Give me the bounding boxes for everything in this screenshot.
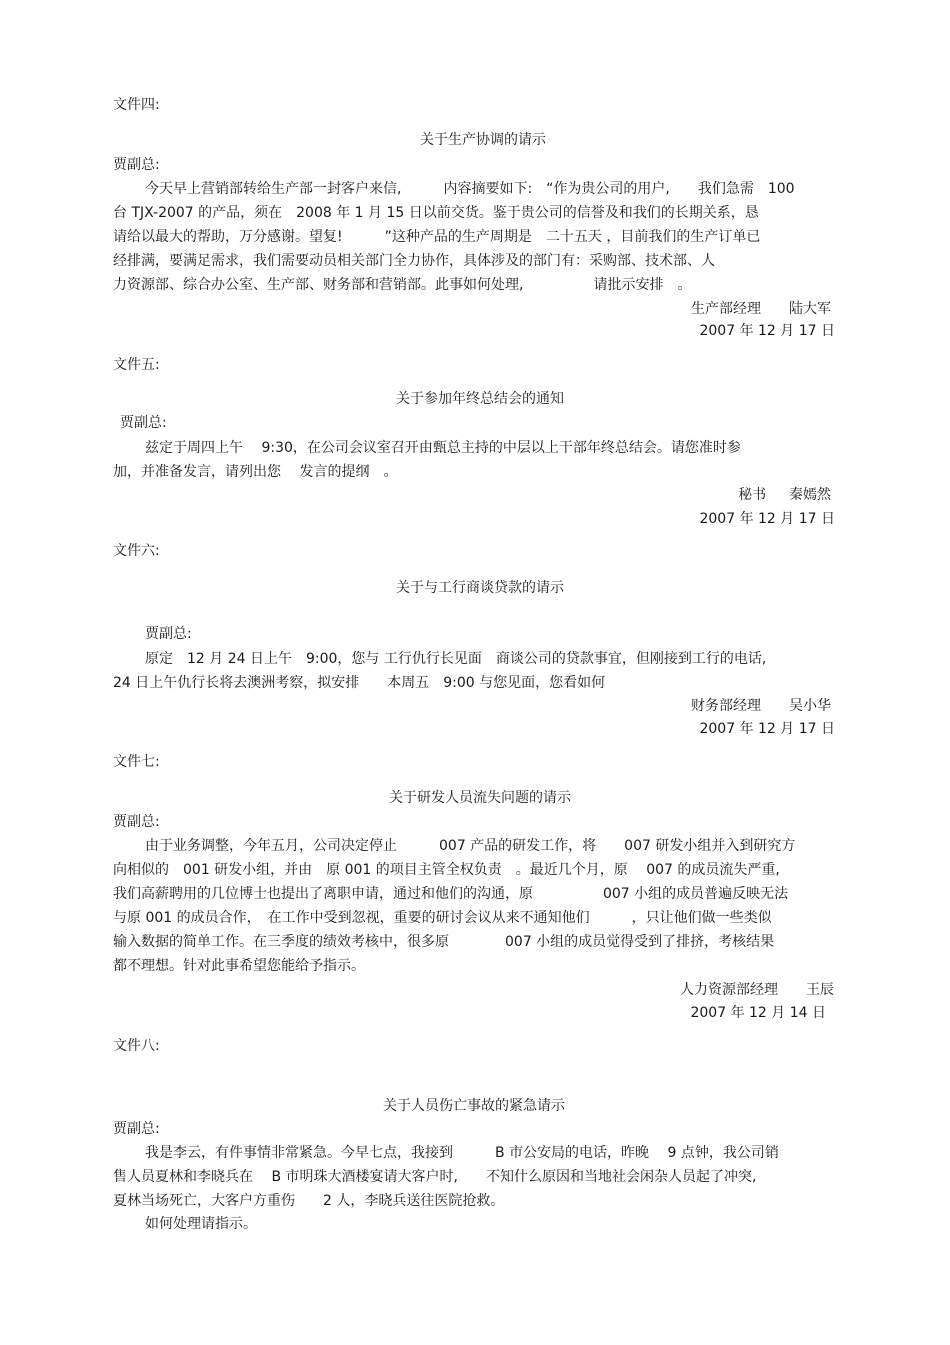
doc7-salutation: 贾副总: bbox=[113, 814, 160, 830]
doc4-line-5: 力资源部、综合办公室、生产部、财务部和营销部。此事如何处理, 请批示安排 。 bbox=[113, 277, 692, 293]
doc4-signature: 生产部经理 陆大军 bbox=[691, 301, 831, 317]
doc5-signature: 秘书 秦嫣然 bbox=[738, 487, 831, 503]
doc6-salutation: 贾副总: bbox=[145, 626, 192, 642]
doc8-line-1: 我是李云，有件事情非常紧急。今早七点，我接到 B 市公安局的电话，昨晚 9 点钟，我公司销 bbox=[145, 1145, 779, 1161]
doc4-salutation: 贾副总: bbox=[113, 157, 160, 173]
doc4-line-3: 请给以最大的帮助，万分感谢。望复! ”这种产品的生产周期是 二十五天 ，目前我们的生产订单已 bbox=[113, 229, 761, 245]
doc7-line-3: 我们高薪聘用的几位博士也提出了离职申请，通过和他们的沟通，原 007 小组的成员普遍反映无法 bbox=[113, 886, 789, 902]
doc4-line-1: 今天早上营销部转给生产部一封客户来信, 内容摘要如下: “作为贵公司的用户, 我们急需 100 bbox=[145, 181, 795, 197]
doc7-line-2: 向相似的 001 研发小组，并由 原 001 的项目主管全权负责 。最近几个月，原 007 的成员流失严重, bbox=[113, 862, 780, 878]
doc7-signature: 人力资源部经理 王辰 bbox=[680, 982, 834, 998]
doc6-line-1: 原定 12 月 24 日上午 9:00，您与 工行仇行长见面 商谈公司的贷款事宜，但刚接到工行的电话, bbox=[145, 651, 767, 667]
doc5-title: 关于参加年终总结会的通知 bbox=[396, 391, 564, 407]
doc5-line-1: 兹定于周四上午 9:30，在公司会议室召开由甄总主持的中层以上干部年终总结会。请您准时参 bbox=[145, 440, 741, 456]
doc6-date: 2007 年 12 月 17 日 bbox=[699, 721, 835, 737]
doc6-line-2: 24 日上午仇行长将去澳洲考察，拟安排 本周五 9:00 与您见面，您看如何 bbox=[113, 675, 606, 691]
doc8-line-2: 售人员夏林和李晓兵在 B 市明珠大酒楼宴请大客户时, 不知什么原因和当地社会闲杂人员起了冲突, bbox=[113, 1169, 757, 1185]
doc7-title: 关于研发人员流失问题的请示 bbox=[389, 790, 571, 806]
doc7-line-6: 都不理想。针对此事希望您能给予指示。 bbox=[113, 958, 365, 974]
doc6-header: 文件六: bbox=[113, 543, 160, 559]
doc8-salutation: 贾副总: bbox=[113, 1121, 160, 1137]
doc7-line-5: 输入数据的简单工作。在三季度的绩效考核中，很多原 007 小组的成员觉得受到了排挤，考核结果 bbox=[113, 934, 775, 950]
doc5-header: 文件五: bbox=[113, 357, 160, 373]
doc7-header: 文件七: bbox=[113, 754, 160, 770]
doc4-line-4: 经排满，要满足需求，我们需要动员相关部门全力协作，具体涉及的部门有：采购部、技术部、人 bbox=[113, 253, 715, 269]
doc7-date: 2007 年 12 月 14 日 bbox=[690, 1005, 826, 1021]
doc5-date: 2007 年 12 月 17 日 bbox=[699, 511, 835, 527]
doc6-signature: 财务部经理 吴小华 bbox=[691, 698, 831, 714]
doc8-line-4: 如何处理请指示。 bbox=[145, 1216, 257, 1232]
doc8-header: 文件八: bbox=[113, 1038, 160, 1054]
doc7-line-1: 由于业务调整，今年五月，公司决定停止 007 产品的研发工作，将 007 研发小组并入到研究方 bbox=[145, 838, 796, 854]
doc4-title: 关于生产协调的请示 bbox=[420, 132, 546, 148]
doc8-title: 关于人员伤亡事故的紧急请示 bbox=[383, 1098, 565, 1114]
doc8-line-3: 夏林当场死亡，大客户方重伤 2 人，李晓兵送往医院抢救。 bbox=[113, 1193, 505, 1209]
doc7-line-4: 与原 001 的成员合作， 在工作中受到忽视，重要的研讨会议从来不通知他们 ，只让他们做一些类似 bbox=[113, 910, 772, 926]
doc6-title: 关于与工行商谈贷款的请示 bbox=[396, 580, 564, 596]
doc4-date: 2007 年 12 月 17 日 bbox=[699, 323, 835, 339]
doc5-salutation: 贾副总: bbox=[120, 415, 167, 431]
doc4-header: 文件四: bbox=[113, 97, 160, 113]
doc5-line-2: 加，并准备发言，请列出您 发言的提纲 。 bbox=[113, 464, 398, 480]
doc4-line-2: 台 TJX-2007 的产品，须在 2008 年 1 月 15 日以前交货。鉴于贵公司的信誉及和我们的长期关系，恳 bbox=[113, 205, 759, 221]
